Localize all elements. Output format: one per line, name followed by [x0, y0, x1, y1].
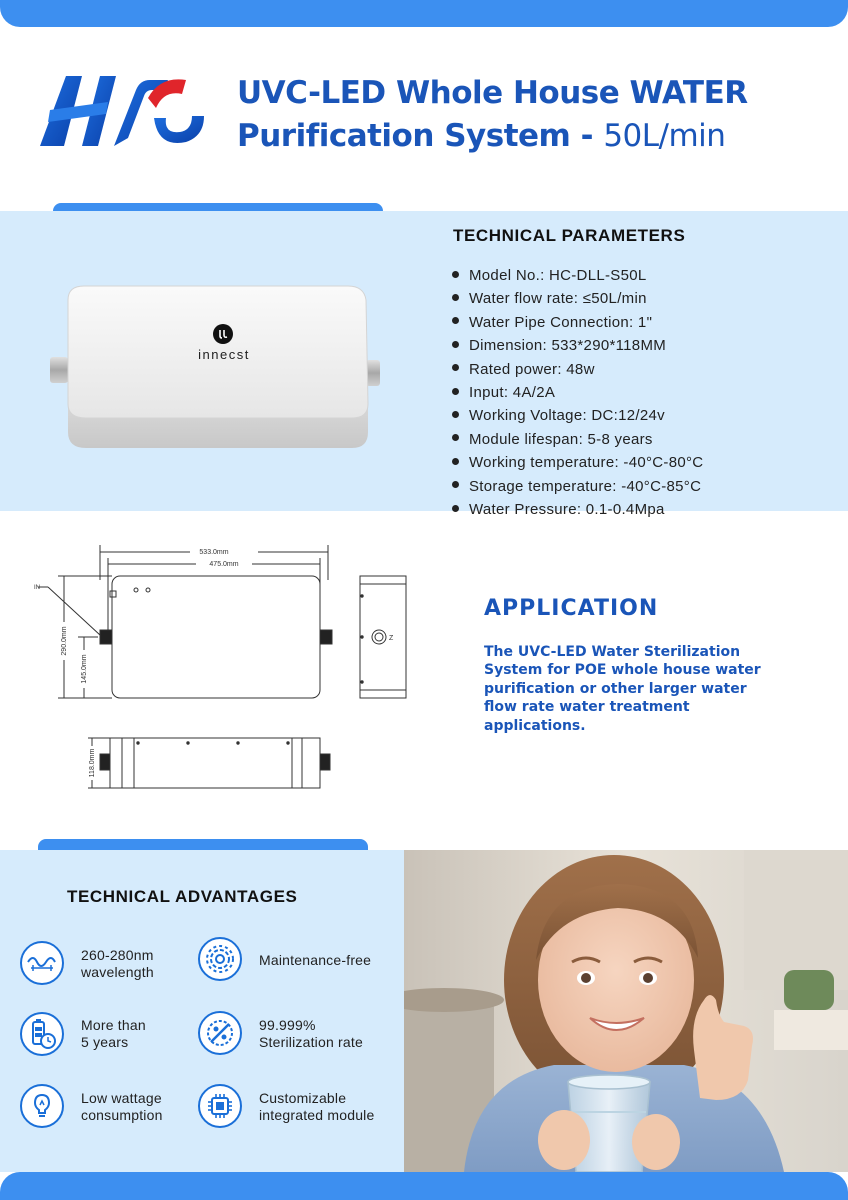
bullet-icon — [452, 341, 459, 348]
bullet-icon — [452, 505, 459, 512]
bullet-icon — [452, 411, 459, 418]
inlet-label: IN — [34, 585, 40, 591]
technical-drawing — [30, 540, 430, 800]
device-brand-label: innecst — [198, 347, 250, 362]
dim-height: 290.0mm — [61, 626, 68, 656]
list-item: Working Voltage: DC:12/24v — [452, 404, 703, 427]
bullet-icon — [452, 434, 459, 441]
gear-icon — [197, 936, 243, 982]
bullet-icon — [452, 317, 459, 324]
hc-logo-icon — [36, 68, 208, 154]
chip-icon — [197, 1083, 243, 1129]
bullet-icon — [452, 388, 459, 395]
device-photo — [42, 282, 392, 452]
list-item: Dimension: 533*290*118MM — [452, 334, 703, 357]
title-line-2 — [237, 115, 837, 158]
list-item: Water flow rate: ≤50L/min — [452, 287, 703, 310]
parameters-list — [452, 264, 703, 521]
dim-depth: 118.0mm — [89, 748, 96, 778]
advantage-item: Maintenance-free — [259, 952, 372, 968]
sterilization-icon — [197, 1010, 243, 1056]
wavelength-icon — [19, 940, 65, 986]
application-heading: APPLICATION — [484, 596, 659, 621]
side-view-mark: Z — [389, 635, 394, 642]
bullet-icon — [452, 271, 459, 278]
list-item: Input: 4A/2A — [452, 381, 703, 404]
list-item: Model No.: HC-DLL-S50L — [452, 264, 703, 287]
advantage-item: 99.999% Sterilization rate — [259, 1017, 363, 1050]
dim-inner-width: 475.0mm — [209, 561, 239, 568]
child-drinking-water-photo — [404, 850, 848, 1172]
advantages-heading: TECHNICAL ADVANTAGES — [67, 887, 298, 906]
application-text: The UVC-LED Water Sterilization System for POE whole house water purification or other larger water flow rate water treatment applications. — [484, 644, 761, 734]
bullet-icon — [452, 364, 459, 371]
title-line-1: UVC-LED Whole House WATER — [237, 75, 748, 111]
battery-clock-icon — [19, 1011, 65, 1057]
advantage-item: More than 5 years — [81, 1017, 146, 1050]
list-item: Working temperature: -40°C-80°C — [452, 451, 703, 474]
top-decor-bar — [0, 0, 848, 27]
bullet-icon — [452, 481, 459, 488]
bullet-icon — [452, 294, 459, 301]
bottom-decor-bar — [0, 1172, 848, 1200]
title-main: Purification System — [237, 118, 571, 154]
title-rate: 50L/min — [603, 118, 726, 154]
list-item: Module lifespan: 5-8 years — [452, 428, 703, 451]
advantage-item: Low wattage consumption — [81, 1090, 163, 1123]
title-separator: - — [570, 118, 604, 154]
advantage-item: Customizable integrated module — [259, 1090, 375, 1123]
parameters-heading: TECHNICAL PARAMETERS — [453, 226, 686, 245]
page-title — [237, 72, 837, 158]
bullet-icon — [452, 458, 459, 465]
dim-half-height: 145.0mm — [81, 654, 88, 684]
brand-logo-icon — [213, 324, 233, 344]
lightbulb-icon — [19, 1083, 65, 1129]
list-item: Water Pipe Connection: 1" — [452, 311, 703, 334]
advantage-item: 260-280nm wavelength — [81, 947, 154, 980]
list-item: Rated power: 48w — [452, 358, 703, 381]
list-item: Storage temperature: -40°C-85°C — [452, 475, 703, 498]
list-item: Water Pressure: 0.1-0.4Mpa — [452, 498, 703, 521]
dim-outer-width: 533.0mm — [199, 549, 229, 556]
